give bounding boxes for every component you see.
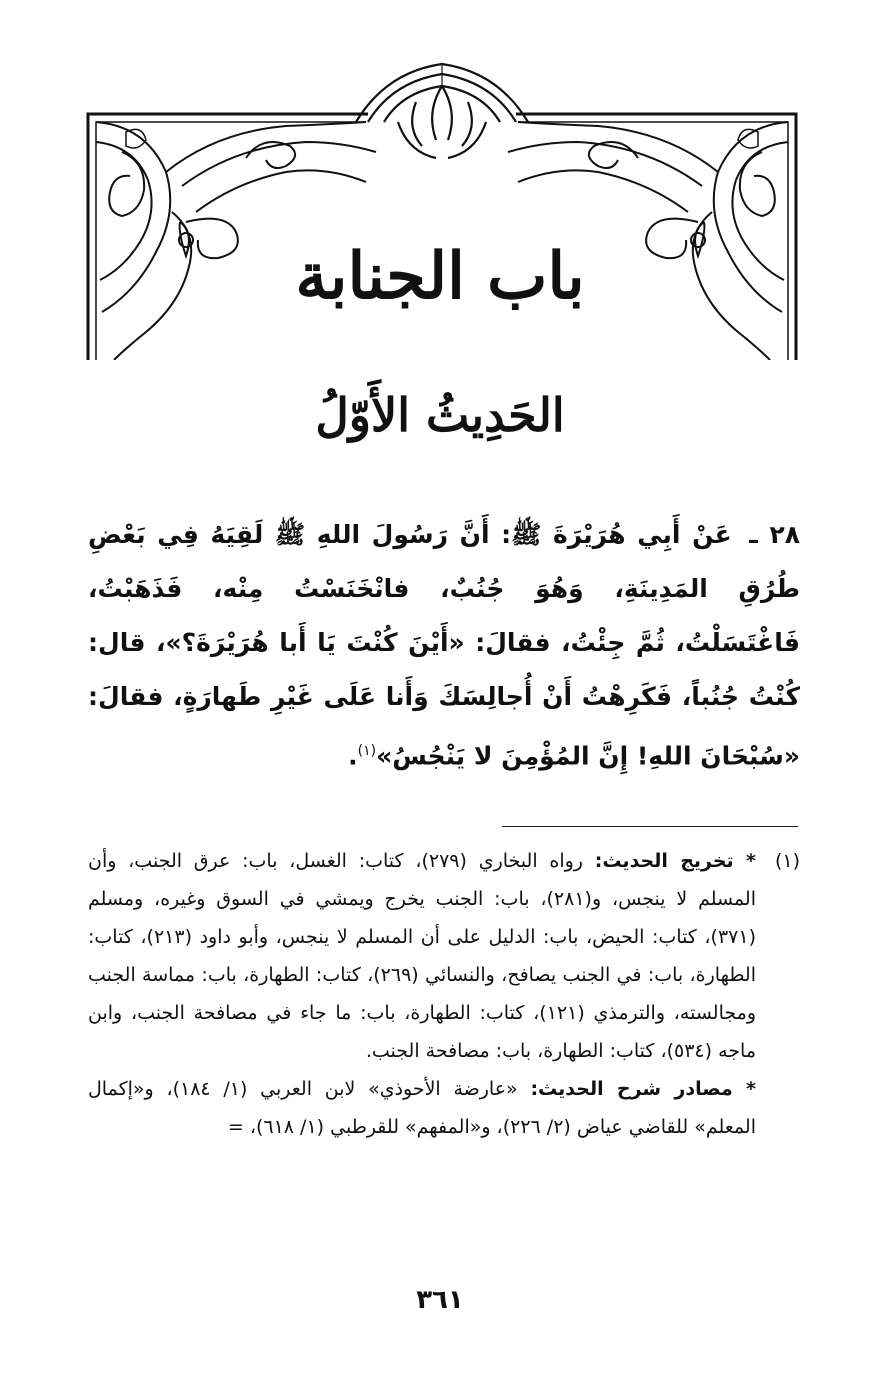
- takhrij-paragraph: [88, 842, 756, 1070]
- footnote-marker: (١): [774, 850, 800, 872]
- page-number: ٣٦١: [416, 1285, 464, 1315]
- footnote-separator: [502, 826, 798, 827]
- hadith-number: ٢٨ ـ: [749, 520, 800, 549]
- takhrij-label: * تخريج الحديث:: [594, 850, 756, 872]
- sources-text: «عارضة الأحوذي» لابن العربي (١/ ١٨٤)، و«إكمال المعلم» للقاضي عياض (٢/ ٢٢٦)، و«المفهم» للقرطبي (١/ ٦١٨)، =: [88, 1078, 756, 1138]
- takhrij-text: رواه البخاري (٢٧٩)، كتاب: الغسل، باب: عرق الجنب، وأن المسلم لا ينجس، و(٢٨١)، باب: الجنب يخرج ويمشي في السوق وغيره، ومسلم (٣٧١)، كتاب: الحيض، باب: الدليل على أن المسلم لا ينجس، وأبو داود (٢١٣)، كتاب: الطهارة، باب: في الجنب يصافح، والنسائي (٢٦٩)، كتاب: الطهارة، باب: مماسة الجنب ومجالسته، والترمذي (١٢١)، كتاب: الطهارة، باب: ما جاء في مصافحة الجنب، وابن ماجه (٥٣٤)، كتاب: الطهارة، باب: مصافحة الجنب.: [88, 850, 757, 1062]
- footnote-1: [88, 842, 800, 1146]
- footnote-body: [88, 842, 756, 1146]
- hadith-ending: .: [348, 741, 358, 771]
- sources-label: * مصادر شرح الحديث:: [530, 1078, 756, 1100]
- footnote-reference[interactable]: (١): [357, 743, 377, 759]
- crown-ornament: [356, 64, 528, 158]
- sources-paragraph: [88, 1070, 756, 1146]
- hadith-heading: الحَدِيثُ الأَوّلُ: [315, 388, 565, 442]
- footnote-section: [88, 842, 800, 1146]
- hadith-paragraph: [88, 508, 800, 783]
- chapter-title: باب الجنابة: [295, 239, 585, 314]
- hadith-body: عَنْ أَبِي هُرَيْرَةَ ﷺ: أَنَّ رَسُولَ اللهِ ﷺ لَقِيَهُ فِي بَعْضِ طُرُقِ المَدِينَةِ، وَهُوَ جُنُبٌ، فانْخَنَسْتُ مِنْه، فَذَهَبْتُ، فَاغْتَسَلْتُ، ثُمَّ جِئْتُ، فقالَ: «أَيْنَ كُنْتَ يَا أَبا هُرَيْرَةَ؟»، قال: كُنْتُ جُنُباً، فَكَرِهْتُ أَنْ أُجالِسَكَ وَأَنا عَلَى غَيْرِ طَهارَةٍ، فقالَ: «سُبْحَانَ اللهِ! إِنَّ المُؤْمِنَ لا يَنْجُسُ»: [88, 520, 800, 771]
